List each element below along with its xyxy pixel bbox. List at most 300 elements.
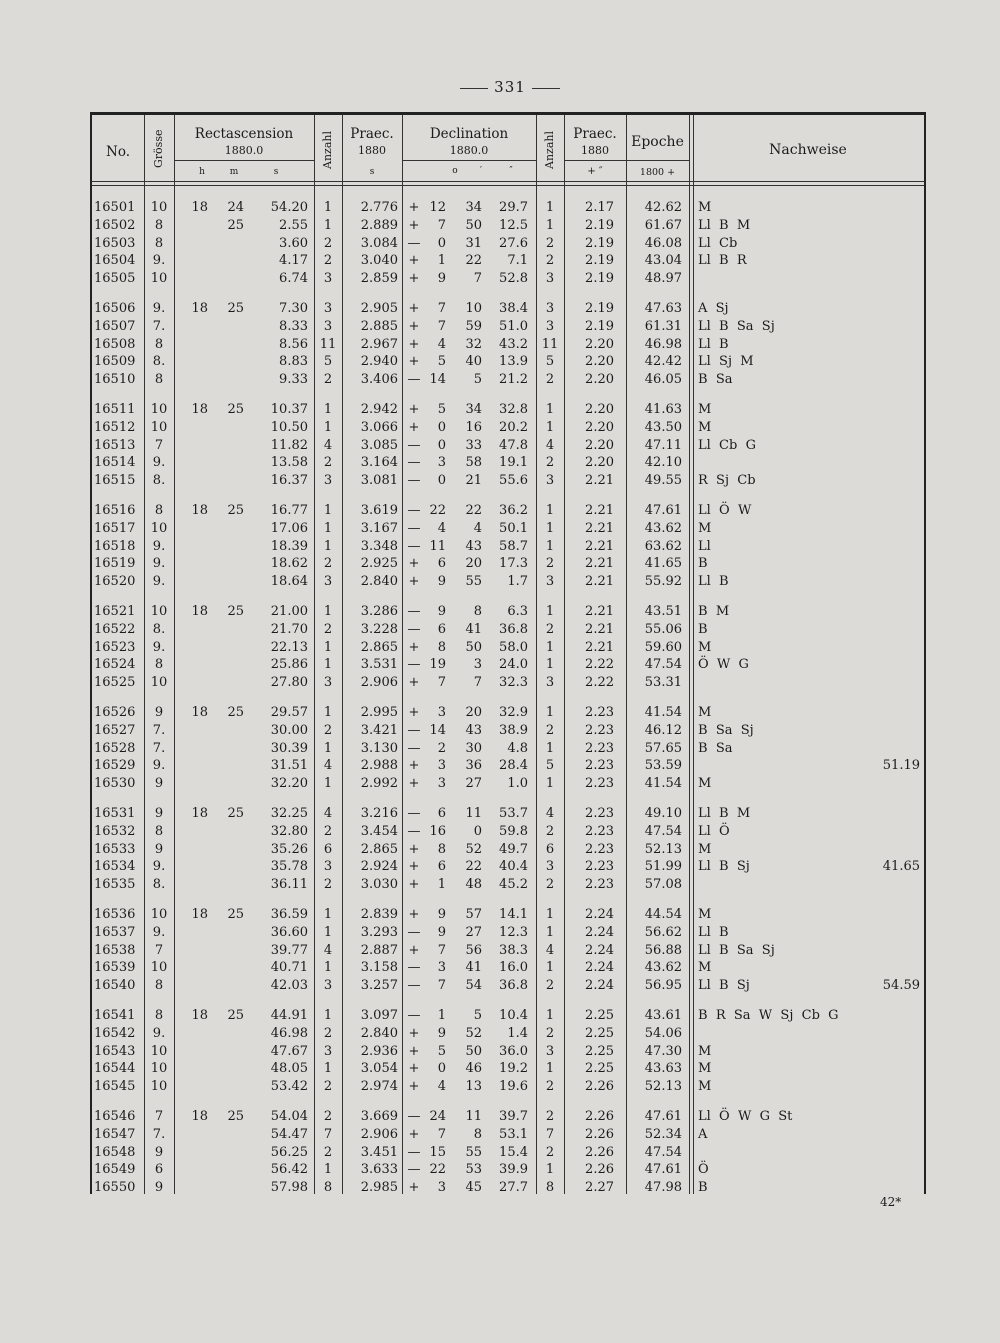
cell-anzahl-decl: 1	[545, 217, 555, 233]
cell-groesse: 10	[150, 271, 168, 287]
cell-anzahl-decl: 8	[545, 1180, 555, 1196]
cell-groesse: 8	[154, 235, 164, 251]
cell-praec-decl: 2.23	[585, 758, 614, 774]
cell-epoche: 53.31	[644, 675, 682, 691]
cell-praec-ra: 3.040	[360, 253, 398, 269]
cell-epoche: 47.63	[644, 301, 682, 316]
cell-epoche: 41.65	[644, 556, 682, 572]
table-row	[92, 336, 924, 354]
header-decl-sec: ″	[509, 166, 513, 176]
cell-decl-sign: +	[408, 419, 420, 435]
cell-decl-minutes: 7	[473, 675, 482, 691]
cell-ra-hours: 18	[191, 301, 208, 316]
cell-no: 16526	[94, 705, 136, 720]
cell-ra-seconds: 21.00	[270, 604, 308, 619]
cell-decl-sign: —	[407, 520, 421, 536]
cell-praec-decl: 2.22	[585, 675, 614, 691]
cell-nachweise: B M	[698, 604, 730, 619]
cell-no: 16545	[94, 1079, 136, 1095]
cell-ra-minutes: 25	[227, 402, 244, 417]
cell-praec-decl: 2.23	[585, 859, 614, 875]
cell-praec-ra: 2.985	[360, 1180, 398, 1196]
cell-groesse: 7	[154, 1109, 164, 1124]
cell-anzahl-decl: 1	[545, 402, 555, 417]
cell-nachweise: Ll B	[698, 574, 729, 590]
cell-decl-minutes: 52	[465, 1025, 482, 1041]
cell-decl-seconds: 53.7	[499, 806, 528, 821]
cell-no: 16549	[94, 1162, 136, 1178]
cell-decl-degrees: 4	[437, 336, 446, 352]
table-row	[92, 775, 924, 793]
cell-decl-minutes: 11	[465, 806, 482, 821]
cell-epoche: 47.98	[644, 1180, 682, 1196]
cell-ra-seconds: 30.00	[270, 722, 308, 738]
cell-nachweise: M	[698, 907, 712, 922]
cell-groesse: 8	[154, 336, 164, 352]
cell-decl-seconds: 17.3	[499, 556, 528, 572]
cell-ra-seconds: 9.33	[279, 372, 308, 388]
cell-decl-sign: +	[408, 675, 420, 691]
cell-ra-hours: 18	[191, 1109, 208, 1124]
header-anzahl-2: Anzahl	[543, 131, 556, 169]
cell-decl-degrees: 24	[429, 1109, 446, 1124]
header-praec-decl: Praec.	[573, 126, 617, 142]
cell-decl-seconds: 27.7	[499, 1180, 528, 1196]
cell-ra-seconds: 18.64	[270, 574, 308, 590]
cell-decl-minutes: 0	[473, 823, 482, 839]
cell-decl-sign: +	[408, 859, 420, 875]
cell-no: 16502	[94, 217, 136, 233]
cell-praec-decl: 2.21	[585, 604, 614, 619]
cell-ra-minutes: 25	[227, 503, 244, 518]
cell-praec-decl: 2.26	[585, 1144, 614, 1160]
cell-praec-decl: 2.23	[585, 877, 614, 893]
cell-epoche: 56.95	[644, 978, 682, 994]
cell-decl-minutes: 32	[465, 336, 482, 352]
cell-anzahl-ra: 3	[323, 978, 333, 994]
cell-praec-decl: 2.19	[585, 318, 614, 334]
cell-decl-sign: +	[408, 574, 420, 590]
cell-decl-degrees: 3	[437, 776, 446, 792]
cell-decl-sign: —	[407, 437, 421, 453]
cell-nachweise: B	[698, 1180, 708, 1196]
cell-nachweise: M	[698, 1043, 712, 1059]
cell-decl-degrees: 9	[437, 574, 446, 590]
cell-decl-seconds: 14.1	[499, 907, 528, 922]
header-praec-decl-unit: + ″	[587, 166, 603, 177]
cell-decl-minutes: 30	[465, 740, 482, 756]
cell-decl-degrees: 9	[437, 907, 446, 922]
cell-decl-sign: —	[407, 823, 421, 839]
cell-ra-seconds: 36.11	[270, 877, 308, 893]
cell-anzahl-decl: 2	[545, 372, 555, 388]
cell-nachweise: A	[698, 1126, 708, 1142]
cell-no: 16541	[94, 1008, 136, 1023]
cell-decl-degrees: 1	[437, 877, 446, 893]
cell-nachweise: Ll Cb	[698, 235, 738, 251]
cell-epoche: 56.62	[644, 924, 682, 940]
cell-ra-seconds: 39.77	[270, 942, 308, 958]
cell-anzahl-decl: 7	[545, 1126, 555, 1142]
cell-anzahl-decl: 1	[545, 960, 555, 976]
cell-groesse: 9	[154, 705, 164, 720]
cell-anzahl-decl: 5	[545, 354, 555, 370]
table-row	[92, 1025, 924, 1043]
cell-decl-sign: —	[407, 455, 421, 471]
table-row	[92, 520, 924, 538]
cell-no: 16504	[94, 253, 136, 269]
cell-decl-sign: +	[408, 402, 420, 417]
cell-praec-ra: 2.906	[360, 675, 398, 691]
cell-decl-minutes: 10	[465, 301, 482, 316]
cell-anzahl-decl: 1	[545, 639, 555, 655]
cell-decl-degrees: 8	[437, 639, 446, 655]
cell-ra-seconds: 8.83	[279, 354, 308, 370]
cell-groesse: 8	[154, 217, 164, 233]
cell-decl-sign: +	[408, 1079, 420, 1095]
cell-decl-minutes: 40	[465, 354, 482, 370]
cell-decl-seconds: 40.4	[499, 859, 528, 875]
cell-decl-degrees: 7	[437, 942, 446, 958]
table-row	[92, 252, 924, 270]
cell-ra-seconds: 16.37	[270, 473, 308, 489]
cell-anzahl-ra: 2	[323, 1109, 333, 1124]
header-anzahl-1: Anzahl	[321, 131, 334, 169]
cell-anzahl-ra: 1	[323, 776, 333, 792]
cell-anzahl-decl: 2	[545, 235, 555, 251]
cell-decl-degrees: 4	[437, 520, 446, 536]
cell-epoche: 47.54	[644, 1144, 682, 1160]
cell-decl-sign: +	[408, 271, 420, 287]
cell-anzahl-decl: 11	[541, 336, 559, 352]
cell-nachweise: M	[698, 200, 712, 215]
cell-epoche: 43.63	[644, 1061, 682, 1077]
cell-ra-seconds: 36.59	[270, 907, 308, 922]
cell-epoche: 48.97	[644, 271, 682, 287]
header-ra-s: s	[273, 167, 279, 177]
cell-decl-minutes: 52	[465, 841, 482, 857]
table-row	[92, 740, 924, 758]
cell-decl-sign: —	[407, 604, 421, 619]
cell-anzahl-ra: 1	[323, 520, 333, 536]
cell-decl-degrees: 5	[437, 402, 446, 417]
cell-ra-seconds: 44.91	[270, 1008, 308, 1023]
cell-praec-decl: 2.26	[585, 1126, 614, 1142]
cell-anzahl-decl: 2	[545, 978, 555, 994]
table-row	[92, 1007, 924, 1025]
cell-decl-seconds: 39.7	[499, 1109, 528, 1124]
cell-decl-minutes: 31	[465, 235, 482, 251]
cell-no: 16548	[94, 1144, 136, 1160]
cell-decl-sign: +	[408, 841, 420, 857]
header-groesse: Grösse	[152, 129, 165, 169]
cell-praec-decl: 2.21	[585, 503, 614, 518]
table-row	[92, 977, 924, 995]
cell-praec-decl: 2.20	[585, 419, 614, 435]
cell-decl-minutes: 41	[465, 960, 482, 976]
cell-epoche: 43.50	[644, 419, 682, 435]
table-row	[92, 823, 924, 841]
cell-decl-seconds: 10.4	[499, 1008, 528, 1023]
cell-decl-seconds: 47.8	[499, 437, 528, 453]
cell-anzahl-decl: 2	[545, 877, 555, 893]
cell-no: 16521	[94, 604, 136, 619]
cell-decl-degrees: 4	[437, 1079, 446, 1095]
cell-nachweise: B Sa	[698, 372, 733, 388]
cell-anzahl-ra: 1	[323, 503, 333, 518]
cell-decl-seconds: 24.0	[499, 657, 528, 673]
cell-praec-decl: 2.25	[585, 1008, 614, 1023]
cell-decl-sign: —	[407, 806, 421, 821]
cell-decl-sign: —	[407, 657, 421, 673]
cell-ra-seconds: 32.20	[270, 776, 308, 792]
cell-decl-degrees: 5	[437, 1043, 446, 1059]
cell-decl-degrees: 7	[437, 301, 446, 316]
cell-decl-minutes: 7	[473, 271, 482, 287]
cell-anzahl-decl: 1	[545, 776, 555, 792]
table-row	[92, 353, 924, 371]
header-ra-h: h	[199, 167, 205, 177]
cell-ra-minutes: 25	[227, 604, 244, 619]
table-row	[92, 959, 924, 977]
cell-ra-seconds: 32.25	[270, 806, 308, 821]
cell-praec-decl: 2.23	[585, 705, 614, 720]
cell-decl-seconds: 32.9	[499, 705, 528, 720]
cell-decl-minutes: 4	[473, 520, 482, 536]
cell-decl-degrees: 9	[437, 604, 446, 619]
table-row	[92, 858, 924, 876]
cell-groesse: 9.	[152, 1025, 166, 1041]
cell-no: 16505	[94, 271, 136, 287]
cell-anzahl-ra: 1	[323, 604, 333, 619]
cell-anzahl-ra: 7	[323, 1126, 333, 1142]
cell-anzahl-ra: 2	[323, 455, 333, 471]
cell-anzahl-decl: 1	[545, 1008, 555, 1023]
cell-anzahl-ra: 3	[323, 473, 333, 489]
header-decl-epoch: 1880.0	[449, 144, 489, 157]
cell-decl-seconds: 27.6	[499, 235, 528, 251]
cell-decl-degrees: 12	[429, 200, 446, 215]
cell-ra-seconds: 7.30	[279, 301, 308, 316]
cell-praec-decl: 2.25	[585, 1061, 614, 1077]
cell-praec-decl: 2.21	[585, 520, 614, 536]
cell-decl-seconds: 7.1	[507, 253, 528, 269]
header-nachweise: Nachweise	[769, 142, 847, 158]
cell-ra-seconds: 3.60	[279, 235, 308, 251]
cell-praec-ra: 3.633	[360, 1162, 398, 1178]
cell-nachweise: Ll B	[698, 924, 729, 940]
cell-anzahl-decl: 2	[545, 1079, 555, 1095]
cell-praec-ra: 3.421	[360, 722, 398, 738]
cell-nachweise: Ll Sj M	[698, 354, 754, 370]
star-catalogue-table	[90, 112, 926, 1194]
cell-anzahl-ra: 3	[323, 675, 333, 691]
cell-nachweise: A Sj	[698, 301, 729, 316]
cell-epoche: 43.04	[644, 253, 682, 269]
cell-praec-decl: 2.20	[585, 372, 614, 388]
cell-no: 16528	[94, 740, 136, 756]
table-row	[92, 906, 924, 924]
page-number: 331	[450, 78, 570, 96]
cell-nachweise: Ll	[698, 538, 711, 554]
cell-groesse: 9	[154, 841, 164, 857]
cell-epoche: 42.42	[644, 354, 682, 370]
cell-praec-ra: 2.940	[360, 354, 398, 370]
cell-anzahl-ra: 3	[323, 859, 333, 875]
cell-decl-degrees: 3	[437, 705, 446, 720]
cell-groesse: 9.	[152, 859, 166, 875]
cell-ra-minutes: 25	[227, 806, 244, 821]
cell-decl-sign: —	[407, 978, 421, 994]
cell-decl-minutes: 46	[465, 1061, 482, 1077]
header-praec-decl-epoch: 1880	[581, 144, 609, 157]
cell-praec-ra: 2.889	[360, 217, 398, 233]
cell-decl-seconds: 58.0	[499, 639, 528, 655]
cell-decl-seconds: 19.6	[499, 1079, 528, 1095]
cell-anzahl-ra: 8	[323, 1180, 333, 1196]
cell-anzahl-ra: 2	[323, 372, 333, 388]
cell-decl-seconds: 38.9	[499, 722, 528, 738]
cell-no: 16519	[94, 556, 136, 572]
cell-ra-seconds: 27.80	[270, 675, 308, 691]
table-row	[92, 805, 924, 823]
cell-groesse: 6	[154, 1162, 164, 1178]
cell-groesse: 8	[154, 823, 164, 839]
cell-decl-seconds: 45.2	[499, 877, 528, 893]
cell-praec-ra: 3.081	[360, 473, 398, 489]
table-row	[92, 555, 924, 573]
cell-ra-seconds: 10.50	[270, 419, 308, 435]
cell-decl-minutes: 34	[465, 402, 482, 417]
cell-ra-seconds: 2.55	[279, 217, 308, 233]
cell-ra-seconds: 30.39	[270, 740, 308, 756]
cell-no: 16537	[94, 924, 136, 940]
cell-anzahl-decl: 3	[545, 301, 555, 316]
cell-decl-degrees: 7	[437, 675, 446, 691]
cell-no: 16520	[94, 574, 136, 590]
cell-praec-ra: 2.865	[360, 639, 398, 655]
cell-praec-decl: 2.19	[585, 217, 614, 233]
cell-praec-ra: 2.859	[360, 271, 398, 287]
cell-decl-degrees: 15	[429, 1144, 446, 1160]
table-row	[92, 603, 924, 621]
cell-ra-seconds: 8.33	[279, 318, 308, 334]
cell-decl-minutes: 36	[465, 758, 482, 774]
cell-praec-ra: 3.228	[360, 621, 398, 637]
cell-decl-degrees: 6	[437, 806, 446, 821]
cell-decl-minutes: 53	[465, 1162, 482, 1178]
cell-praec-decl: 2.21	[585, 473, 614, 489]
cell-decl-seconds: 12.3	[499, 924, 528, 940]
cell-ra-hours: 18	[191, 907, 208, 922]
cell-ra-seconds: 18.39	[270, 538, 308, 554]
cell-anzahl-ra: 3	[323, 1043, 333, 1059]
cell-praec-ra: 3.158	[360, 960, 398, 976]
cell-praec-ra: 2.906	[360, 1126, 398, 1142]
cell-anzahl-ra: 1	[323, 1061, 333, 1077]
cell-decl-degrees: 7	[437, 1126, 446, 1142]
cell-ra-hours: 18	[191, 806, 208, 821]
table-row	[92, 454, 924, 472]
header-ra-epoch: 1880.0	[224, 144, 264, 157]
table-row	[92, 1060, 924, 1078]
cell-anzahl-ra: 6	[323, 841, 333, 857]
cell-nachweise: Ll B Sa Sj	[698, 942, 775, 958]
cell-anzahl-decl: 5	[545, 758, 555, 774]
cell-epoche: 47.54	[644, 657, 682, 673]
cell-no: 16512	[94, 419, 136, 435]
cell-praec-decl: 2.20	[585, 437, 614, 453]
cell-groesse: 8.	[152, 473, 166, 489]
cell-decl-seconds: 4.8	[507, 740, 528, 756]
cell-ra-minutes: 25	[227, 301, 244, 316]
cell-decl-degrees: 7	[437, 217, 446, 233]
cell-groesse: 9.	[152, 758, 166, 774]
cell-decl-degrees: 1	[437, 253, 446, 269]
cell-decl-seconds: 36.0	[499, 1043, 528, 1059]
cell-groesse: 10	[150, 675, 168, 691]
cell-decl-degrees: 3	[437, 960, 446, 976]
cell-praec-decl: 2.24	[585, 960, 614, 976]
cell-anzahl-ra: 1	[323, 1008, 333, 1023]
cell-anzahl-ra: 3	[323, 301, 333, 316]
cell-decl-seconds: 59.8	[499, 823, 528, 839]
cell-decl-sign: —	[407, 1109, 421, 1124]
cell-groesse: 7.	[152, 318, 166, 334]
cell-decl-degrees: 7	[437, 978, 446, 994]
cell-decl-degrees: 14	[429, 722, 446, 738]
cell-ra-seconds: 21.70	[270, 621, 308, 637]
cell-decl-degrees: 8	[437, 841, 446, 857]
cell-no: 16530	[94, 776, 136, 792]
cell-nachweise: Ll B Sa Sj	[698, 318, 775, 334]
cell-anzahl-ra: 11	[319, 336, 337, 352]
cell-praec-ra: 3.406	[360, 372, 398, 388]
cell-decl-seconds: 1.7	[507, 574, 528, 590]
cell-epoche: 52.13	[644, 841, 682, 857]
cell-praec-decl: 2.19	[585, 301, 614, 316]
cell-decl-minutes: 54	[465, 978, 482, 994]
table-row	[92, 1108, 924, 1126]
cell-epoche: 61.67	[644, 217, 682, 233]
cell-anzahl-decl: 3	[545, 675, 555, 691]
cell-epoche: 42.10	[644, 455, 682, 471]
cell-decl-minutes: 16	[465, 419, 482, 435]
cell-nachweise: M	[698, 841, 712, 857]
cell-ra-seconds: 36.60	[270, 924, 308, 940]
cell-epoche: 63.62	[644, 538, 682, 554]
cell-nachweise: Ö	[698, 1162, 709, 1178]
cell-ra-seconds: 47.67	[270, 1043, 308, 1059]
cell-ra-minutes: 25	[227, 705, 244, 720]
cell-anzahl-decl: 6	[545, 841, 555, 857]
cell-decl-minutes: 22	[465, 859, 482, 875]
cell-nachweise: Ll Ö W	[698, 503, 752, 518]
cell-praec-decl: 2.23	[585, 841, 614, 857]
cell-anzahl-ra: 4	[323, 806, 333, 821]
cell-decl-degrees: 11	[429, 538, 446, 554]
cell-ra-hours: 18	[191, 503, 208, 518]
cell-praec-ra: 2.905	[360, 301, 398, 316]
cell-decl-minutes: 58	[465, 455, 482, 471]
cell-no: 16515	[94, 473, 136, 489]
cell-no: 16507	[94, 318, 136, 334]
cell-praec-ra: 3.669	[360, 1109, 398, 1124]
cell-anzahl-ra: 1	[323, 924, 333, 940]
cell-decl-degrees: 0	[437, 419, 446, 435]
cell-nachweise: M	[698, 705, 712, 720]
cell-decl-degrees: 9	[437, 1025, 446, 1041]
